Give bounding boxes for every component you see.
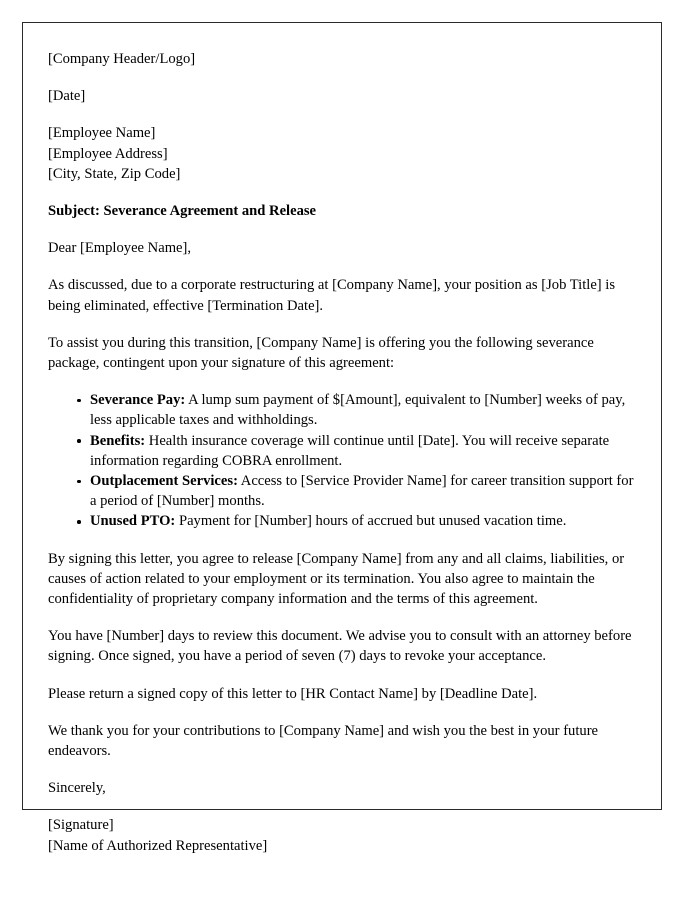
signature-placeholder: [Signature] xyxy=(48,817,114,834)
recipient-address-block xyxy=(48,123,639,184)
benefit-text: Payment for [Number] hours of accrued but unused vacation time. xyxy=(178,513,567,530)
benefit-label: Outplacement Services: xyxy=(90,473,238,490)
severance-benefits-list xyxy=(48,390,639,531)
company-header-placeholder: [Company Header/Logo] xyxy=(48,51,196,67)
benefit-label: Benefits: xyxy=(90,432,146,449)
subject-line: Subject: Severance Agreement and Release xyxy=(48,203,317,220)
benefit-text: A lump sum payment of $[Amount], equivalent to [Number] weeks of pay, less applicable taxes and withholdings. xyxy=(90,392,626,429)
list-item xyxy=(77,390,639,430)
document-page xyxy=(22,22,662,854)
benefit-text: Health insurance coverage will continue until [Date]. You will receive separate information regarding COBRA enrollment. xyxy=(90,432,610,469)
benefit-label: Unused PTO: xyxy=(90,513,176,530)
benefit-text: Access to [Service Provider Name] for career transition support for a period of [Number] months. xyxy=(90,473,634,510)
recipient-name: [Employee Name] xyxy=(48,125,156,142)
list-item xyxy=(77,511,639,531)
date-placeholder: [Date] xyxy=(48,88,86,105)
document-body xyxy=(23,23,663,856)
recipient-address: [Employee Address] xyxy=(48,145,168,162)
benefit-label: Severance Pay: xyxy=(90,392,186,409)
paragraph-thanks: We thank you for your contributions to [Company Name] and wish you the best in your future endeavors. xyxy=(48,722,599,760)
signer-name-placeholder: [Name of Authorized Representative] xyxy=(48,837,268,854)
paragraph-return-instructions: Please return a signed copy of this letter to [HR Contact Name] by [Deadline Date]. xyxy=(48,685,538,702)
salutation: Dear [Employee Name], xyxy=(48,240,192,257)
recipient-city-state-zip: [City, State, Zip Code] xyxy=(48,165,181,182)
list-item xyxy=(77,431,639,471)
paragraph-offer: To assist you during this transition, [Company Name] is offering you the following severance package, contingent upon your signature of this agreement: xyxy=(48,334,594,372)
valediction: Sincerely, xyxy=(48,780,106,797)
paragraph-review-period: You have [Number] days to review this document. We advise you to consult with an attorney before signing. Once signed, you have a period of seven (7) days to revoke your acceptance. xyxy=(48,628,632,665)
paragraph-intro: As discussed, due to a corporate restructuring at [Company Name], your position as [Job Title] is being eliminated, effective [Termination Date]. xyxy=(48,277,616,314)
paragraph-release: By signing this letter, you agree to release [Company Name] from any and all claims, liabilities, or causes of action related to your employment or its termination. You also agree to maintain the confidentiality of proprietary company information and the terms of this agreement. xyxy=(48,550,625,608)
list-item xyxy=(77,471,639,511)
